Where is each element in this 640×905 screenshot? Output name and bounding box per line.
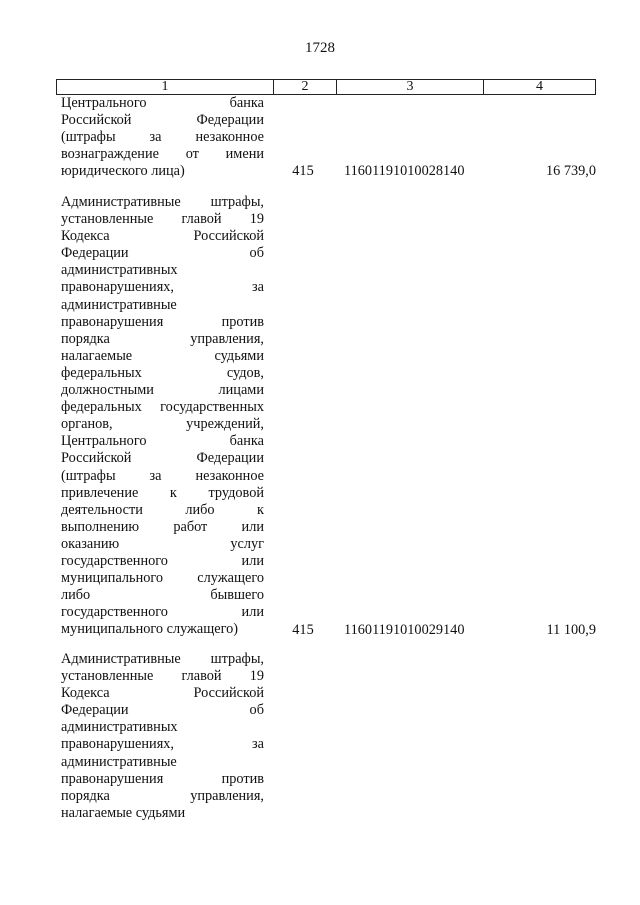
description-line: государственного или (61, 552, 264, 569)
description-line: порядка управления, (61, 787, 264, 804)
row-kbk: 11601191010028140 (344, 163, 465, 180)
description-line: правонарушениях, за (61, 736, 264, 753)
table-row (56, 95, 596, 181)
description-line: Российской Федерации (61, 450, 264, 467)
description-line: Кодекса Российской (61, 685, 264, 702)
row-amount: 16 739,0 (545, 163, 596, 180)
description-line: правонарушения против (61, 770, 264, 787)
description-line: должностными лицами (61, 382, 264, 399)
description-line: Центрального банка (61, 95, 264, 111)
description-line: Федерации об (61, 702, 264, 719)
header-col-3: 3 (337, 80, 484, 94)
description-line: федеральных судов, (61, 364, 264, 381)
description-line: органов, учреждений, (61, 416, 264, 433)
row-code: 415 (292, 163, 314, 180)
description-line: правонарушения против (61, 313, 264, 330)
description-line: либо бывшего (61, 587, 264, 604)
table-row (56, 651, 596, 822)
page-number: 1728 (305, 40, 335, 56)
description-line: юридического лица) (61, 163, 185, 180)
description-line: Российской Федерации (61, 112, 264, 129)
row-amount: 11 100,9 (546, 621, 596, 638)
description-line: Административные штрафы, (61, 651, 264, 667)
row-description (61, 651, 264, 822)
header-col-1: 1 (57, 80, 274, 94)
description-line: оказанию услуг (61, 535, 264, 552)
table-row (56, 194, 596, 639)
description-line: муниципального служащего (61, 570, 264, 587)
description-line: Федерации об (61, 245, 264, 262)
description-line: Центрального банка (61, 433, 264, 450)
row-description (61, 95, 264, 180)
description-line: административных (61, 262, 178, 279)
description-line: налагаемые судьями (61, 347, 264, 364)
row-description (61, 194, 264, 638)
description-line: административные (61, 753, 177, 770)
description-line: Административные штрафы, (61, 194, 264, 210)
description-line: вознаграждение от имени (61, 146, 264, 163)
description-line: (штрафы за незаконное (61, 467, 264, 484)
row-kbk: 11601191010029140 (344, 621, 465, 638)
table-header (56, 79, 596, 95)
description-line: налагаемые судьями (61, 804, 186, 821)
description-line: установленные главой 19 (61, 668, 264, 685)
description-line: административных (61, 719, 178, 736)
header-col-4: 4 (536, 79, 543, 94)
description-line: государственного или (61, 604, 264, 621)
description-line: установленные главой 19 (61, 211, 264, 228)
description-line: выполнению работ или (61, 518, 264, 535)
header-col-2: 2 (274, 80, 337, 94)
description-line: федеральных государственных (61, 399, 264, 416)
description-line: деятельности либо к (61, 501, 264, 518)
description-line: порядка управления, (61, 330, 264, 347)
description-line: Кодекса Российской (61, 228, 264, 245)
description-line: правонарушениях, за (61, 279, 264, 296)
description-line: административные (61, 296, 177, 313)
description-line: муниципального служащего) (61, 621, 239, 638)
description-line: (штрафы за незаконное (61, 129, 264, 146)
description-line: привлечение к трудовой (61, 484, 264, 501)
row-code: 415 (292, 621, 314, 638)
